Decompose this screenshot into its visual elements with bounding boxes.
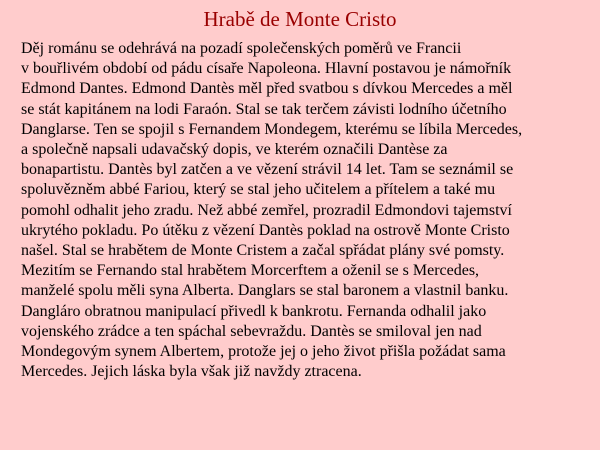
text-line: Mondegovým synem Albertem, protože jej o jeho život přišla požádat sama <box>21 343 506 361</box>
text-line: v bouřlivém období od pádu císaře Napoleona. Hlavní postavou je námořník <box>21 60 512 78</box>
text-line: a společně napsali udavačský dopis, ve kterém označili Dantèse za <box>21 141 448 159</box>
text-line: spoluvězněm abbé Fariou, který se stal jeho učitelem a přítelem a také mu <box>21 181 496 199</box>
text-line: našel. Stal se hrabětem de Monte Cristem a začal spřádat plány své pomsty. <box>21 242 505 260</box>
text-line: Edmond Dantes. Edmond Dantès měl před svatbou s dívkou Mercedes a měl <box>21 80 513 98</box>
text-line: ukrytého pokladu. Po útěku z vězení Dantès poklad na ostrově Monte Cristo <box>21 221 510 239</box>
text-line: Dangláro obratnou manipulací přivedl k bankrotu. Fernanda odhalil jako <box>21 302 487 320</box>
text-line: Mezitím se Fernando stal hrabětem Morcerftem a oženil se s Mercedes, <box>21 262 480 280</box>
text-line: Děj románu se odehrává na pozadí společenských poměrů ve Francii <box>21 40 462 57</box>
text-line: manželé spolu měli syna Alberta. Danglars se stal baronem a vlastnil banku. <box>21 282 509 300</box>
text-line: vojenského zrádce a ten spáchal sebevraždu. Dantès se smiloval jen nad <box>21 322 482 340</box>
summary-paragraph <box>21 39 591 382</box>
text-line: Mercedes. Jejich láska byla však již navždy ztracena. <box>21 363 362 381</box>
text-line: Danglarse. Ten se spojil s Fernandem Mondegem, kterému se líbila Mercedes, <box>21 120 523 138</box>
text-line: se stát kapitánem na lodi Faraón. Stal se tak terčem závisti lodního účetního <box>21 100 507 118</box>
slide-title: Hrabě de Monte Cristo <box>203 7 397 31</box>
text-line: bonapartistu. Dantès byl zatčen a ve vězení strávil 14 let. Tam se seznámil se <box>21 161 514 179</box>
text-line: pomohl odhalit jeho zradu. Než abbé zemřel, prozradil Edmondovi tajemství <box>21 201 512 219</box>
